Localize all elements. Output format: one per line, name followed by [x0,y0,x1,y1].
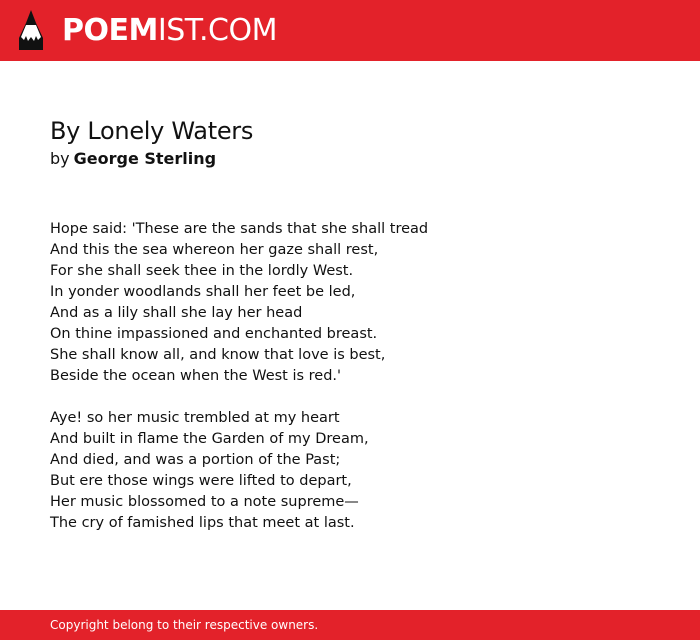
poem-title: By Lonely Waters [50,117,254,145]
poem-line: In yonder woodlands shall her feet be led, [50,284,356,300]
poem-line: On thine impassioned and enchanted breast. [50,326,378,342]
poem-line: Beside the ocean when the West is red.' [50,368,342,384]
poem-line: For she shall seek thee in the lordly West. [50,263,354,279]
pencil-tip-icon[interactable] [17,9,45,53]
poem-line: And as a lily shall she lay her head [50,305,303,321]
stanza [50,219,650,387]
poem-line: She shall know all, and know that love is best, [50,347,386,363]
site-logo[interactable] [62,11,277,51]
poem-line: And this the sea whereon her gaze shall rest, [50,242,379,258]
copyright-notice: Copyright belong to their respective owners. [50,618,319,632]
poem-line: Aye! so her music trembled at my heart [50,410,340,426]
logo-brand-light: IST.COM [157,13,277,48]
author-name[interactable]: George Sterling [73,149,217,168]
site-footer [0,610,700,640]
stanza [50,408,650,534]
logo-brand-bold: POEM [62,13,158,48]
site-header [0,0,700,61]
poem-line: Her music blossomed to a note supreme— [50,494,359,510]
poem-byline [50,149,216,169]
by-label: by [50,149,70,168]
poem-line: Hope said: 'These are the sands that she shall tread [50,221,429,237]
poem-body [50,219,650,534]
poem-line: And died, and was a portion of the Past; [50,452,341,468]
poem-line: And built in flame the Garden of my Dream, [50,431,369,447]
poem-line: The cry of famished lips that meet at last. [50,515,355,531]
poem-line: But ere those wings were lifted to depart, [50,473,352,489]
